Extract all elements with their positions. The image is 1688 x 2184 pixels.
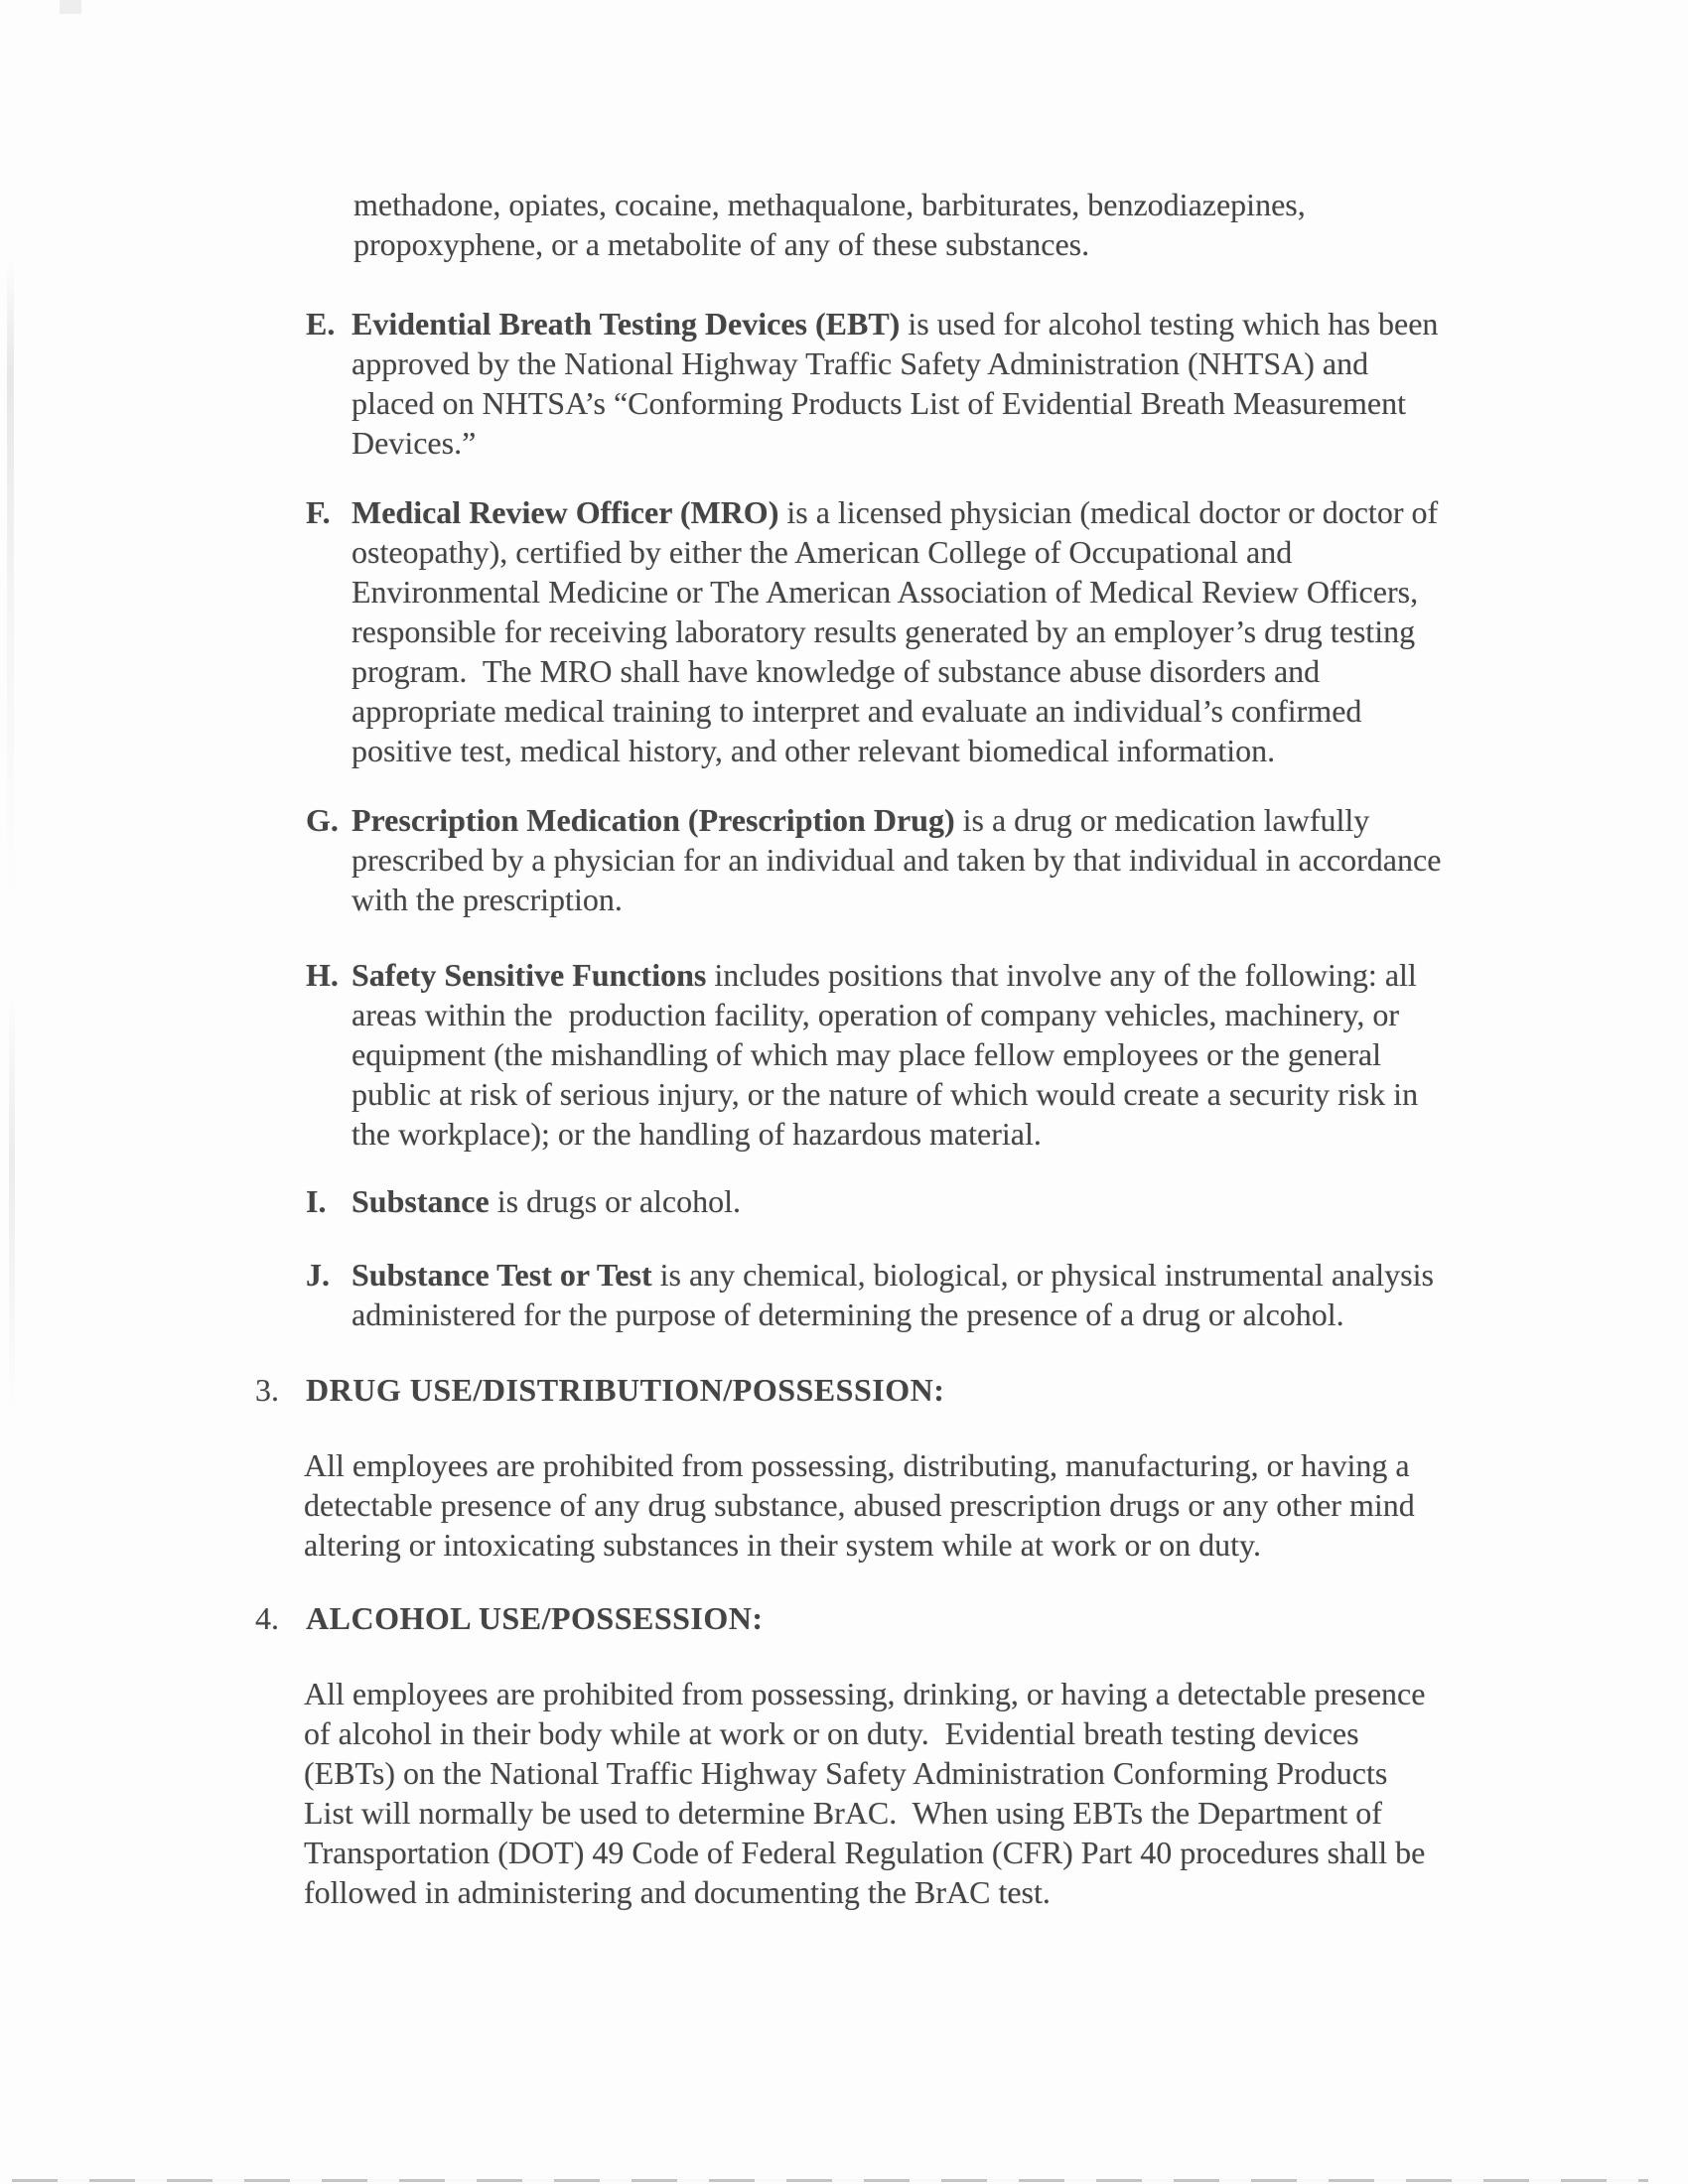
text-line [352,800,1688,840]
text-line: followed in administering and documenting the BrAC test. [304,1874,1051,1910]
definition-text [352,492,1688,770]
paragraph-alcohol-use [304,1674,1688,1912]
text-line: List will normally be used to determine BrAC. When using EBTs the Department of [304,1795,1382,1831]
paragraph-drug-use [304,1445,1688,1565]
text-line: of alcohol in their body while at work or on duty. Evidential breath testing devices [304,1715,1359,1751]
definition-term: Evidential Breath Testing Devices (EBT) [352,306,901,341]
text-line: areas within the production facility, operation of company vehicles, machinery, or [352,997,1400,1032]
text-line: program. The MRO shall have knowledge of substance abuse disorders and [352,653,1321,689]
text-line: osteopathy), certified by either the American College of Occupational and [352,534,1293,570]
definition-item-safety-sensitive [306,955,1688,1154]
list-marker: I. [306,1183,327,1219]
definition-rest: includes positions that involve any of the following: all [706,957,1417,993]
definition-item-mro [306,492,1688,770]
text-line: prescribed by a physician for an individual and taken by that individual in accordance [352,842,1442,878]
text-line: methadone, opiates, cocaine, methaqualone, barbiturates, benzodiazepines, [353,187,1306,222]
definition-term: Safety Sensitive Functions [352,957,707,993]
definition-rest: is a drug or medication lawfully [954,802,1370,838]
list-marker: E. [306,306,336,341]
definition-item-ebt [306,304,1688,463]
paragraph-continuation [353,185,1688,264]
text-line: appropriate medical training to interpret and evaluate an individual’s confirmed [352,693,1362,729]
text-line [352,955,1688,995]
section-title: ALCOHOL USE/POSSESSION: [306,1600,764,1636]
definition-term: Prescription Medication (Prescription Drug) [352,802,955,838]
text-line: with the prescription. [352,882,623,917]
text-line: Transportation (DOT) 49 Code of Federal Regulation (CFR) Part 40 procedures shall be [304,1835,1426,1870]
definition-text [352,1181,1688,1221]
text-line: Devices.” [352,425,477,461]
text-line: responsible for receiving laboratory results generated by an employer’s drug testing [352,614,1416,649]
text-line: (EBTs) on the National Traffic Highway Safety Administration Conforming Products [304,1755,1388,1791]
text-line [352,492,1688,532]
definition-item-prescription [306,800,1688,919]
text-line: the workplace); or the handling of hazardous material. [352,1116,1042,1152]
section-title: DRUG USE/DISTRIBUTION/POSSESSION: [306,1372,945,1408]
definition-text [352,955,1688,1154]
definition-term: Substance Test or Test [352,1257,652,1293]
list-marker: J. [306,1257,330,1293]
definition-rest: is used for alcohol testing which has been [900,306,1439,341]
definition-text [352,304,1688,463]
list-marker: H. [306,957,339,993]
scan-artifact-left-streak [7,258,14,903]
text-line: placed on NHTSA’s “Conforming Products List of Evidential Breath Measurement [352,385,1407,421]
section-heading-drug-use [255,1370,1688,1410]
text-line: administered for the purpose of determining the presence of a drug or alcohol. [352,1297,1344,1332]
text-line: altering or intoxicating substances in their system while at work or on duty. [304,1527,1261,1563]
text-line: equipment (the mishandling of which may place fellow employees or the general [352,1036,1381,1072]
section-heading-alcohol-use [255,1598,1688,1638]
text-line [352,1255,1688,1295]
section-number: 4. [255,1600,279,1636]
text-line: detectable presence of any drug substance, abused prescription drugs or any other mind [304,1487,1415,1523]
text-line: positive test, medical history, and other relevant biomedical information. [352,733,1276,768]
list-marker: F. [306,494,331,530]
text-line [352,304,1688,343]
definition-item-substance [306,1181,1688,1221]
text-line: public at risk of serious injury, or the nature of which would create a security risk in [352,1076,1419,1112]
text-line [352,1181,1688,1221]
definition-term: Medical Review Officer (MRO) [352,494,779,530]
text-line: All employees are prohibited from possessing, distributing, manufacturing, or having a [304,1447,1410,1483]
text-line: approved by the National Highway Traffic Safety Administration (NHTSA) and [352,345,1369,381]
text-line: All employees are prohibited from possessing, drinking, or having a detectable presence [304,1676,1426,1711]
scan-artifact-left-streak [9,993,15,1410]
text-line: Environmental Medicine or The American Association of Medical Review Officers, [352,574,1419,610]
definition-text [352,1255,1688,1334]
definition-term: Substance [352,1183,490,1219]
definition-rest: is any chemical, biological, or physical instrumental analysis [651,1257,1434,1293]
text-line: propoxyphene, or a metabolite of any of these substances. [353,226,1090,262]
definition-rest: is drugs or alcohol. [489,1183,741,1219]
definition-rest: is a licensed physician (medical doctor or doctor of [778,494,1439,530]
definition-item-substance-test [306,1255,1688,1334]
definition-text [352,800,1688,919]
section-number: 3. [255,1372,279,1408]
scan-artifact-top [60,0,81,14]
scan-artifact-bottom-edge [12,2179,1648,2182]
list-marker: G. [306,802,339,838]
